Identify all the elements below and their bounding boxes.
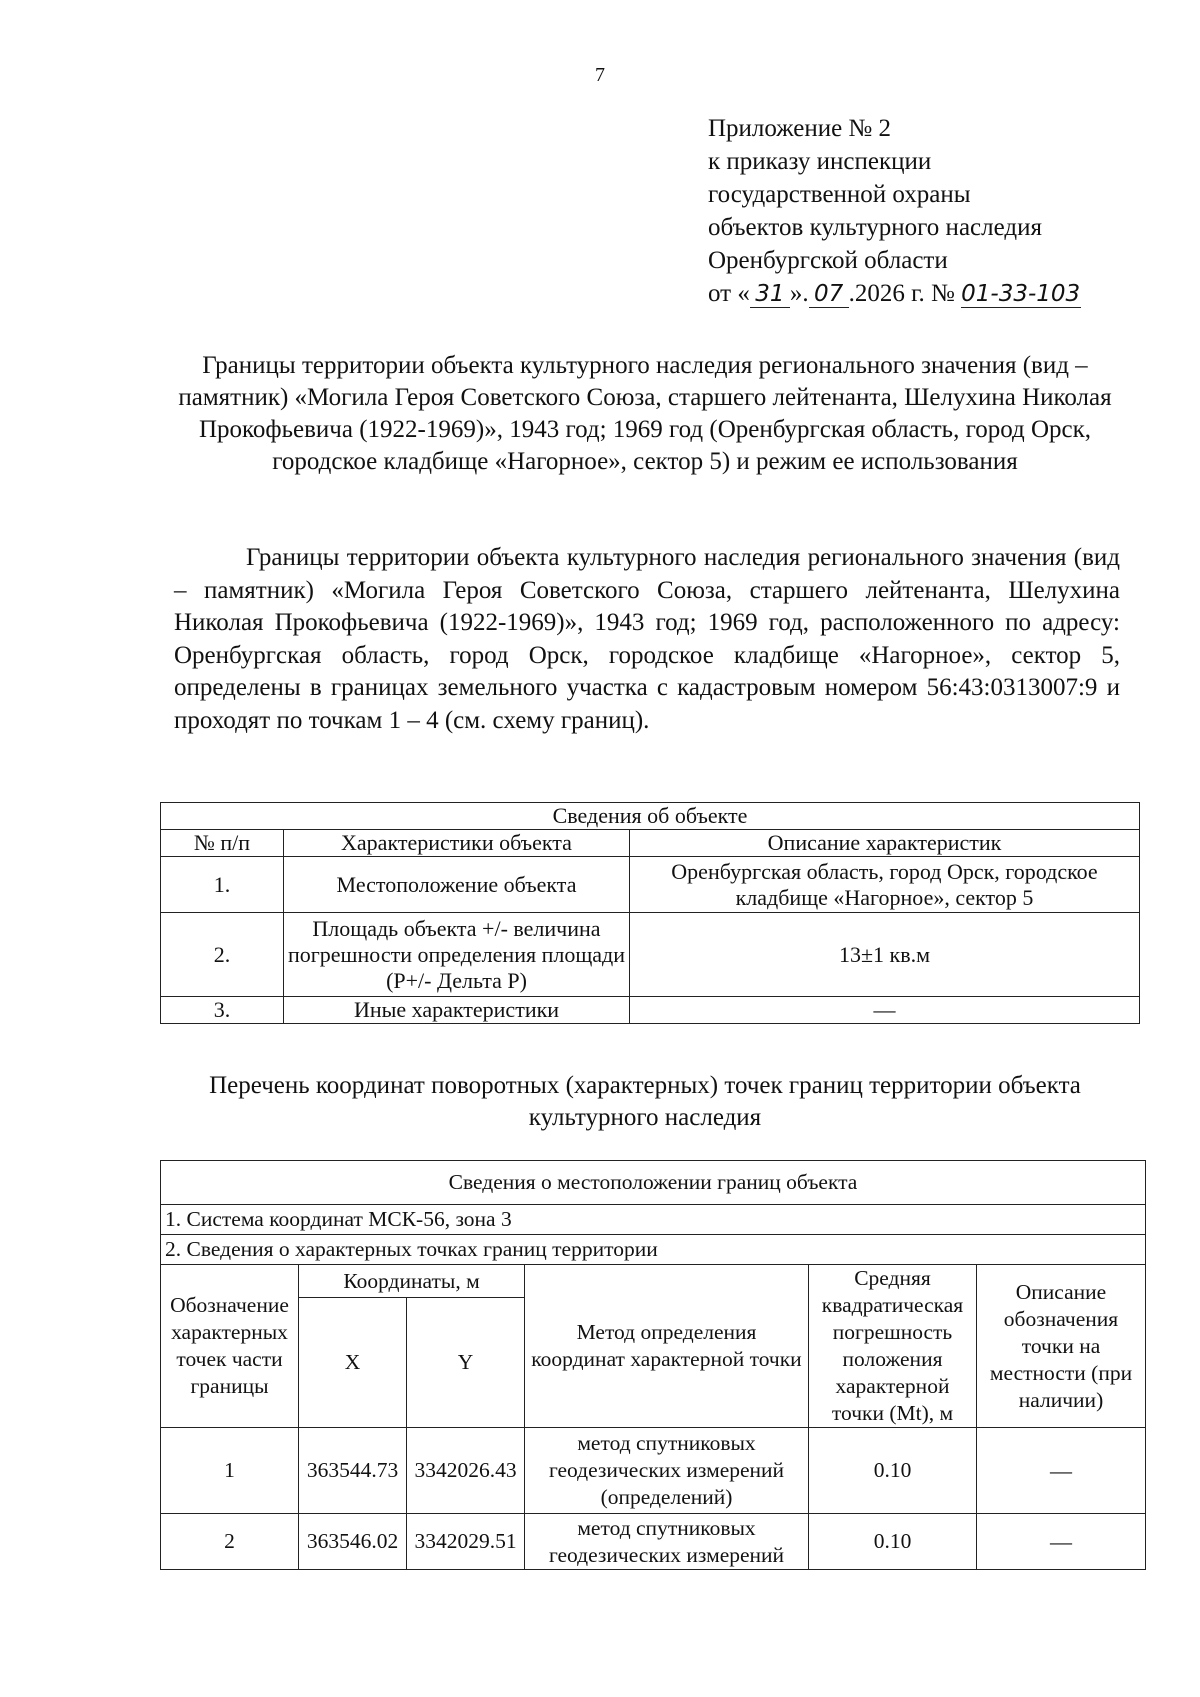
handwritten-month: 07 <box>809 281 849 308</box>
coords-title: Перечень координат поворотных (характерных) точек границ территории объекта культурного наследия <box>209 1072 1081 1131</box>
cell-description: Оренбургская область, город Орск, городское кладбище «Нагорное», сектор 5 <box>630 857 1140 913</box>
cell-mt: 0.10 <box>809 1514 977 1570</box>
appendix-line-5: Оренбургской области <box>708 247 948 274</box>
appendix-line-2: к приказу инспекции <box>708 148 932 175</box>
cell-x: 363546.02 <box>299 1514 407 1570</box>
header-point-description: Описание обозначения точки на местности (при наличии) <box>977 1265 1146 1428</box>
cell-characteristic: Иные характеристики <box>284 997 630 1024</box>
header-y: Y <box>407 1298 525 1428</box>
table-row <box>161 913 1140 997</box>
appendix-line-3: государственной охраны <box>708 181 971 208</box>
cell-mt: 0.10 <box>809 1428 977 1514</box>
cell-y: 3342026.43 <box>407 1428 525 1514</box>
header-x: X <box>299 1298 407 1428</box>
cell-point: 2 <box>161 1514 299 1570</box>
coordinates-table <box>160 1160 1146 1570</box>
header-point: Обозначение характерных точек части границы <box>161 1265 299 1428</box>
cell-y: 3342029.51 <box>407 1514 525 1570</box>
points-section: 2. Сведения о характерных точках границ территории <box>161 1235 1146 1265</box>
cell-description: — <box>977 1514 1146 1570</box>
appendix-line-4: объектов культурного наследия <box>708 214 1042 241</box>
cell-characteristic: Площадь объекта +/- величина погрешности определения площади (Р+/- Дельта Р) <box>284 913 630 997</box>
cell-description: — <box>977 1428 1146 1514</box>
document-title: Границы территории объекта культурного наследия регионального значения (вид – памятник) «Могила Героя Советского Союза, старшего лейтенанта, Шелухина Николая Прокофьевича (1922-1969)», 1943 год; 1969 год (Оренбургская область, город Орск, городское кладбище «Нагорное», сектор 5) и режим ее использования <box>178 352 1112 475</box>
handwritten-order-number: 01-33-103 <box>961 281 1081 307</box>
object-table-caption: Сведения об объекте <box>161 803 1140 830</box>
appendix-date-line <box>708 277 1138 310</box>
header-description: Описание характеристик <box>630 830 1140 857</box>
date-prefix: от « <box>708 280 750 307</box>
table-row <box>161 857 1140 913</box>
cell-point: 1 <box>161 1428 299 1514</box>
cell-number: 2. <box>161 913 284 997</box>
header-coords: Координаты, м <box>299 1265 525 1298</box>
header-method: Метод определения координат характерной точки <box>525 1265 809 1428</box>
cell-characteristic: Местоположение объекта <box>284 857 630 913</box>
appendix-line-1: Приложение № 2 <box>708 115 892 142</box>
coordinate-system: 1. Система координат МСК-56, зона 3 <box>161 1205 1146 1235</box>
page-number: 7 <box>595 64 605 86</box>
appendix-block <box>708 112 1138 310</box>
date-suffix: .2026 г. № <box>848 280 955 307</box>
object-info-table <box>160 802 1140 1024</box>
cell-method: метод спутниковых геодезических измерений (определений) <box>525 1428 809 1514</box>
coords-table-caption: Сведения о местоположении границ объекта <box>161 1161 1146 1205</box>
cell-number: 3. <box>161 997 284 1024</box>
cell-method: метод спутниковых геодезических измерений <box>525 1514 809 1570</box>
cell-number: 1. <box>161 857 284 913</box>
header-error: Средняя квадратическая погрешность положения характерной точки (Mt), м <box>809 1265 977 1428</box>
cell-description: 13±1 кв.м <box>630 913 1140 997</box>
cell-x: 363544.73 <box>299 1428 407 1514</box>
table-row <box>161 1428 1146 1514</box>
date-mid: ». <box>789 280 809 307</box>
table-row <box>161 1514 1146 1570</box>
cell-description: — <box>630 997 1140 1024</box>
intro-paragraph: Границы территории объекта культурного наследия регионального значения (вид – памятник) «Могила Героя Советского Союза, старшего лейтенанта, Шелухина Николая Прокофьевича (1922-1969)», 1943 год; 1969 год, расположенного по адресу: Оренбургская область, город Орск, городское кладбище «Нагорное», сектор 5, определены в границах земельного участка с кадастровым номером 56:43:0313007:9 и проходят по точкам 1 – 4 (см. схему границ). <box>174 544 1120 734</box>
header-number: № п/п <box>161 830 284 857</box>
header-characteristic: Характеристики объекта <box>284 830 630 857</box>
table-row <box>161 997 1140 1024</box>
handwritten-day: 31 <box>750 281 790 308</box>
